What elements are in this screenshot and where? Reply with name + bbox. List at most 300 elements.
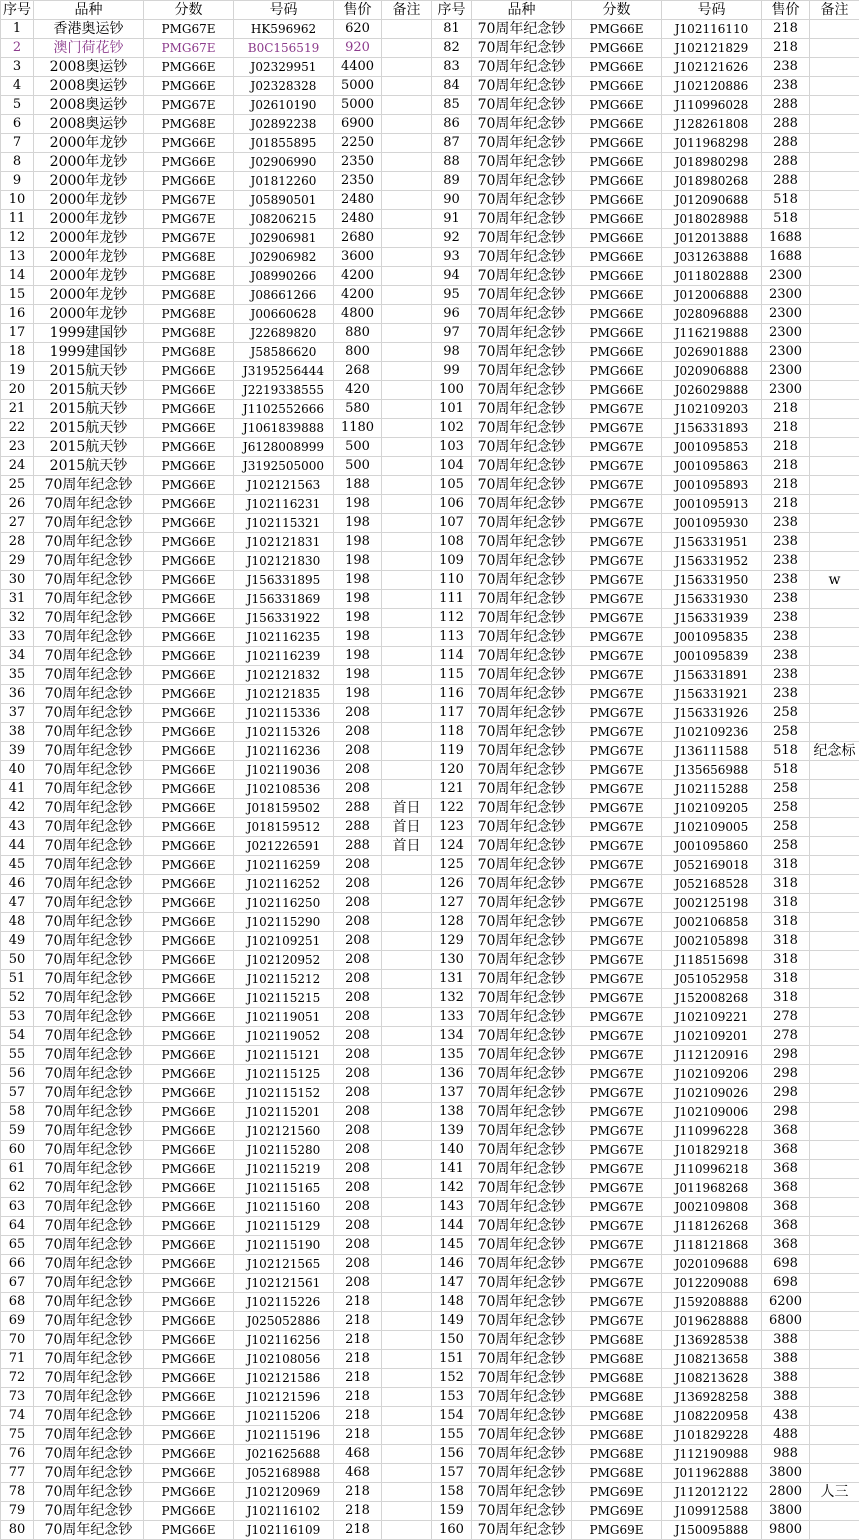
- cell-index: 30: [1, 571, 34, 590]
- cell-grade-right: PMG66E: [572, 362, 662, 381]
- cell-serial-right: J102109236: [662, 723, 762, 742]
- cell-serial: J102115226: [234, 1293, 334, 1312]
- cell-price: 208: [334, 704, 382, 723]
- cell-price: 208: [334, 780, 382, 799]
- cell-price: 198: [334, 590, 382, 609]
- cell-index: 11: [1, 210, 34, 229]
- cell-grade-right: PMG67E: [572, 856, 662, 875]
- cell-serial: J02329951: [234, 58, 334, 77]
- cell-serial-right: J052168528: [662, 875, 762, 894]
- cell-variety: 70周年纪念钞: [34, 1008, 144, 1027]
- cell-serial-right: J156331891: [662, 666, 762, 685]
- cell-serial: J102115215: [234, 989, 334, 1008]
- cell-serial-right: J136928538: [662, 1331, 762, 1350]
- cell-serial: J102116250: [234, 894, 334, 913]
- cell-remark-right: [810, 837, 859, 856]
- cell-index-right: 85: [432, 96, 472, 115]
- cell-grade: PMG66E: [144, 1084, 234, 1103]
- cell-grade: PMG66E: [144, 514, 234, 533]
- cell-grade-right: PMG68E: [572, 1407, 662, 1426]
- cell-price: 6900: [334, 115, 382, 134]
- cell-index: 73: [1, 1388, 34, 1407]
- cell-remark-right: [810, 704, 859, 723]
- cell-grade: PMG66E: [144, 666, 234, 685]
- cell-grade-right: PMG67E: [572, 419, 662, 438]
- cell-serial: B0C156519: [234, 39, 334, 58]
- cell-serial: J102116259: [234, 856, 334, 875]
- cell-index-right: 134: [432, 1027, 472, 1046]
- cell-serial: J018159512: [234, 818, 334, 837]
- table-row: [1, 628, 859, 647]
- cell-variety-right: 70周年纪念钞: [472, 894, 572, 913]
- cell-grade-right: PMG67E: [572, 1046, 662, 1065]
- cell-serial-right: J156331926: [662, 704, 762, 723]
- table-row: [1, 590, 859, 609]
- cell-grade-right: PMG67E: [572, 1255, 662, 1274]
- cell-variety: 70周年纪念钞: [34, 875, 144, 894]
- cell-grade-right: PMG67E: [572, 590, 662, 609]
- cell-remark: [382, 1312, 432, 1331]
- cell-price-right: 318: [762, 989, 810, 1008]
- cell-variety-right: 70周年纪念钞: [472, 20, 572, 39]
- cell-grade: PMG66E: [144, 647, 234, 666]
- cell-price-right: 2300: [762, 286, 810, 305]
- cell-variety: 1999建国钞: [34, 343, 144, 362]
- cell-price: 218: [334, 1293, 382, 1312]
- cell-remark: [382, 96, 432, 115]
- cell-serial: J102119052: [234, 1027, 334, 1046]
- table-row: [1, 723, 859, 742]
- cell-grade: PMG66E: [144, 856, 234, 875]
- cell-variety: 70周年纪念钞: [34, 1445, 144, 1464]
- table-row: [1, 1217, 859, 1236]
- cell-grade: PMG66E: [144, 381, 234, 400]
- cell-index-right: 121: [432, 780, 472, 799]
- cell-serial: J102115121: [234, 1046, 334, 1065]
- cell-index-right: 99: [432, 362, 472, 381]
- cell-grade: PMG66E: [144, 1388, 234, 1407]
- cell-index-right: 119: [432, 742, 472, 761]
- cell-remark: [382, 1274, 432, 1293]
- cell-price: 2350: [334, 172, 382, 191]
- cell-index-right: 98: [432, 343, 472, 362]
- cell-remark: [382, 400, 432, 419]
- cell-price: 2480: [334, 191, 382, 210]
- cell-serial: J102121563: [234, 476, 334, 495]
- cell-variety-right: 70周年纪念钞: [472, 1046, 572, 1065]
- cell-serial-right: J052169018: [662, 856, 762, 875]
- cell-variety-right: 70周年纪念钞: [472, 1312, 572, 1331]
- cell-serial-right: J108213628: [662, 1369, 762, 1388]
- cell-grade: PMG66E: [144, 761, 234, 780]
- cell-price: 208: [334, 1008, 382, 1027]
- cell-price-right: 258: [762, 723, 810, 742]
- cell-remark-right: [810, 894, 859, 913]
- cell-serial-right: J110996228: [662, 1122, 762, 1141]
- cell-serial-right: J002125198: [662, 894, 762, 913]
- cell-variety-right: 70周年纪念钞: [472, 267, 572, 286]
- cell-variety-right: 70周年纪念钞: [472, 286, 572, 305]
- table-row: [1, 419, 859, 438]
- cell-variety: 70周年纪念钞: [34, 951, 144, 970]
- cell-index: 61: [1, 1160, 34, 1179]
- cell-price-right: 298: [762, 1065, 810, 1084]
- cell-grade: PMG66E: [144, 1369, 234, 1388]
- cell-remark-right: [810, 476, 859, 495]
- cell-index: 8: [1, 153, 34, 172]
- cell-grade-right: PMG66E: [572, 172, 662, 191]
- cell-index-right: 144: [432, 1217, 472, 1236]
- cell-variety: 70周年纪念钞: [34, 1236, 144, 1255]
- cell-index-right: 95: [432, 286, 472, 305]
- cell-remark-right: [810, 153, 859, 172]
- cell-price: 188: [334, 476, 382, 495]
- cell-remark: [382, 1046, 432, 1065]
- cell-grade: PMG66E: [144, 495, 234, 514]
- cell-serial-right: J028096888: [662, 305, 762, 324]
- cell-serial: J102115219: [234, 1160, 334, 1179]
- cell-index: 15: [1, 286, 34, 305]
- cell-remark-right: [810, 951, 859, 970]
- cell-grade: PMG66E: [144, 799, 234, 818]
- cell-serial-right: J012209088: [662, 1274, 762, 1293]
- cell-variety: 70周年纪念钞: [34, 1065, 144, 1084]
- cell-variety: 2000年龙钞: [34, 229, 144, 248]
- cell-price: 218: [334, 1369, 382, 1388]
- cell-price-right: 288: [762, 153, 810, 172]
- cell-serial: J08990266: [234, 267, 334, 286]
- cell-price-right: 2300: [762, 362, 810, 381]
- cell-index: 13: [1, 248, 34, 267]
- cell-serial-right: J011968298: [662, 134, 762, 153]
- table-row: [1, 1293, 859, 1312]
- cell-index-right: 86: [432, 115, 472, 134]
- table-row: [1, 1160, 859, 1179]
- cell-variety-right: 70周年纪念钞: [472, 1065, 572, 1084]
- cell-serial-right: J101829218: [662, 1141, 762, 1160]
- cell-remark-right: [810, 590, 859, 609]
- cell-variety: 70周年纪念钞: [34, 666, 144, 685]
- cell-index: 80: [1, 1521, 34, 1540]
- cell-serial: J102115326: [234, 723, 334, 742]
- cell-serial-right: J011968268: [662, 1179, 762, 1198]
- cell-grade: PMG66E: [144, 704, 234, 723]
- cell-variety: 2000年龙钞: [34, 267, 144, 286]
- cell-remark: [382, 723, 432, 742]
- cell-index-right: 146: [432, 1255, 472, 1274]
- table-row: [1, 894, 859, 913]
- cell-grade-right: PMG67E: [572, 1122, 662, 1141]
- cell-serial: J02610190: [234, 96, 334, 115]
- cell-serial: J102115190: [234, 1236, 334, 1255]
- cell-serial-right: J136928258: [662, 1388, 762, 1407]
- cell-serial-right: J011802888: [662, 267, 762, 286]
- cell-variety-right: 70周年纪念钞: [472, 989, 572, 1008]
- cell-price: 580: [334, 400, 382, 419]
- cell-price: 468: [334, 1464, 382, 1483]
- cell-variety: 2008奥运钞: [34, 58, 144, 77]
- cell-remark: [382, 1331, 432, 1350]
- cell-grade: PMG66E: [144, 780, 234, 799]
- table-row: [1, 1502, 859, 1521]
- table-row: [1, 704, 859, 723]
- cell-variety: 70周年纪念钞: [34, 647, 144, 666]
- cell-remark: [382, 1179, 432, 1198]
- cell-index-right: 118: [432, 723, 472, 742]
- cell-variety: 70周年纪念钞: [34, 514, 144, 533]
- cell-variety: 70周年纪念钞: [34, 1293, 144, 1312]
- cell-serial-right: J150095888: [662, 1521, 762, 1540]
- cell-grade: PMG66E: [144, 153, 234, 172]
- cell-price-right: 368: [762, 1217, 810, 1236]
- cell-price-right: 278: [762, 1027, 810, 1046]
- cell-variety: 2015航天钞: [34, 419, 144, 438]
- cell-price-right: 238: [762, 571, 810, 590]
- cell-grade-right: PMG67E: [572, 1179, 662, 1198]
- cell-remark-right: [810, 970, 859, 989]
- cell-serial: J102115212: [234, 970, 334, 989]
- cell-remark-right: [810, 609, 859, 628]
- cell-remark: [382, 970, 432, 989]
- cell-price: 208: [334, 970, 382, 989]
- cell-price-right: 258: [762, 780, 810, 799]
- cell-serial-right: J001095835: [662, 628, 762, 647]
- cell-price: 208: [334, 1141, 382, 1160]
- cell-grade-right: PMG67E: [572, 495, 662, 514]
- cell-index-right: 101: [432, 400, 472, 419]
- cell-index-right: 127: [432, 894, 472, 913]
- cell-grade-right: PMG66E: [572, 229, 662, 248]
- cell-remark: [382, 134, 432, 153]
- cell-index-right: 128: [432, 913, 472, 932]
- cell-remark: [382, 1198, 432, 1217]
- cell-grade: PMG66E: [144, 970, 234, 989]
- cell-remark-right: [810, 210, 859, 229]
- cell-remark: [382, 533, 432, 552]
- header-remark: 备注: [382, 1, 432, 20]
- cell-price-right: 3800: [762, 1464, 810, 1483]
- cell-index-right: 156: [432, 1445, 472, 1464]
- cell-remark: [382, 514, 432, 533]
- cell-price-right: 318: [762, 913, 810, 932]
- cell-serial: J021226591: [234, 837, 334, 856]
- cell-price-right: 518: [762, 742, 810, 761]
- cell-serial-right: J001095860: [662, 837, 762, 856]
- table-row: [1, 514, 859, 533]
- cell-variety-right: 70周年纪念钞: [472, 609, 572, 628]
- cell-price-right: 288: [762, 134, 810, 153]
- cell-grade: PMG66E: [144, 1502, 234, 1521]
- cell-remark: [382, 742, 432, 761]
- table-row: [1, 191, 859, 210]
- cell-variety: 70周年纪念钞: [34, 1160, 144, 1179]
- cell-variety-right: 70周年纪念钞: [472, 39, 572, 58]
- cell-grade: PMG66E: [144, 1008, 234, 1027]
- cell-grade-right: PMG66E: [572, 305, 662, 324]
- cell-index: 14: [1, 267, 34, 286]
- cell-price-right: 2300: [762, 305, 810, 324]
- table-row: [1, 932, 859, 951]
- cell-serial-right: J156331930: [662, 590, 762, 609]
- cell-grade-right: PMG67E: [572, 1160, 662, 1179]
- cell-variety-right: 70周年纪念钞: [472, 913, 572, 932]
- cell-grade: PMG66E: [144, 419, 234, 438]
- cell-serial: J102121835: [234, 685, 334, 704]
- cell-index: 4: [1, 77, 34, 96]
- cell-remark: [382, 1084, 432, 1103]
- cell-index-right: 143: [432, 1198, 472, 1217]
- cell-price-right: 6200: [762, 1293, 810, 1312]
- cell-price: 2250: [334, 134, 382, 153]
- cell-variety-right: 70周年纪念钞: [472, 1445, 572, 1464]
- cell-price-right: 238: [762, 77, 810, 96]
- cell-serial: J102115206: [234, 1407, 334, 1426]
- cell-variety-right: 70周年纪念钞: [472, 1293, 572, 1312]
- cell-grade: PMG66E: [144, 1027, 234, 1046]
- cell-remark-right: [810, 856, 859, 875]
- cell-serial: J6128008999: [234, 438, 334, 457]
- cell-price: 198: [334, 495, 382, 514]
- cell-index-right: 108: [432, 533, 472, 552]
- cell-index-right: 106: [432, 495, 472, 514]
- cell-price: 920: [334, 39, 382, 58]
- cell-grade: PMG68E: [144, 248, 234, 267]
- cell-variety: 2000年龙钞: [34, 172, 144, 191]
- cell-grade-right: PMG67E: [572, 970, 662, 989]
- cell-index-right: 159: [432, 1502, 472, 1521]
- cell-price-right: 318: [762, 932, 810, 951]
- cell-serial-right: J101829228: [662, 1426, 762, 1445]
- cell-index: 74: [1, 1407, 34, 1426]
- cell-grade: PMG66E: [144, 533, 234, 552]
- cell-serial: J102108056: [234, 1350, 334, 1369]
- cell-grade: PMG68E: [144, 305, 234, 324]
- cell-index-right: 92: [432, 229, 472, 248]
- cell-price: 880: [334, 324, 382, 343]
- cell-serial-right: J018980268: [662, 172, 762, 191]
- table-row: [1, 39, 859, 58]
- cell-price-right: 238: [762, 666, 810, 685]
- cell-serial: J025052886: [234, 1312, 334, 1331]
- cell-serial: J102116102: [234, 1502, 334, 1521]
- cell-variety: 2000年龙钞: [34, 134, 144, 153]
- cell-serial-right: J026029888: [662, 381, 762, 400]
- cell-variety: 70周年纪念钞: [34, 1141, 144, 1160]
- cell-grade: PMG66E: [144, 1236, 234, 1255]
- cell-serial-right: J019628888: [662, 1312, 762, 1331]
- cell-index-right: 102: [432, 419, 472, 438]
- table-row: [1, 875, 859, 894]
- cell-variety-right: 70周年纪念钞: [472, 533, 572, 552]
- cell-serial: J102121561: [234, 1274, 334, 1293]
- cell-serial: J102121560: [234, 1122, 334, 1141]
- cell-price-right: 2300: [762, 267, 810, 286]
- cell-price-right: 238: [762, 552, 810, 571]
- cell-index: 22: [1, 419, 34, 438]
- header-index: 序号: [1, 1, 34, 20]
- cell-remark-right: [810, 1312, 859, 1331]
- cell-index-right: 117: [432, 704, 472, 723]
- cell-grade-right: PMG67E: [572, 609, 662, 628]
- cell-grade: PMG66E: [144, 1065, 234, 1084]
- cell-grade-right: PMG67E: [572, 1141, 662, 1160]
- cell-serial-right: J136111588: [662, 742, 762, 761]
- cell-serial: J156331869: [234, 590, 334, 609]
- cell-index-right: 111: [432, 590, 472, 609]
- cell-price: 218: [334, 1388, 382, 1407]
- cell-remark: [382, 20, 432, 39]
- cell-grade-right: PMG67E: [572, 723, 662, 742]
- cell-variety: 2008奥运钞: [34, 77, 144, 96]
- cell-grade-right: PMG67E: [572, 913, 662, 932]
- cell-index: 78: [1, 1483, 34, 1502]
- cell-variety-right: 70周年纪念钞: [472, 552, 572, 571]
- header-index-right: 序号: [432, 1, 472, 20]
- cell-index: 29: [1, 552, 34, 571]
- cell-variety-right: 70周年纪念钞: [472, 1179, 572, 1198]
- cell-variety: 70周年纪念钞: [34, 1312, 144, 1331]
- table-row: [1, 837, 859, 856]
- cell-variety-right: 70周年纪念钞: [472, 1521, 572, 1540]
- cell-variety-right: 70周年纪念钞: [472, 1407, 572, 1426]
- cell-price: 208: [334, 875, 382, 894]
- cell-remark: [382, 1122, 432, 1141]
- cell-serial: J102115280: [234, 1141, 334, 1160]
- cell-price-right: 218: [762, 495, 810, 514]
- cell-variety-right: 70周年纪念钞: [472, 1008, 572, 1027]
- cell-variety-right: 70周年纪念钞: [472, 1350, 572, 1369]
- cell-remark-right: [810, 1160, 859, 1179]
- cell-index: 41: [1, 780, 34, 799]
- cell-index-right: 150: [432, 1331, 472, 1350]
- cell-remark-right: [810, 1179, 859, 1198]
- cell-grade-right: PMG67E: [572, 533, 662, 552]
- cell-price-right: 258: [762, 837, 810, 856]
- cell-remark-right: [810, 818, 859, 837]
- header-grade: 分数: [144, 1, 234, 20]
- cell-serial: J102116231: [234, 495, 334, 514]
- cell-variety: 澳门荷花钞: [34, 39, 144, 58]
- cell-serial: J102121832: [234, 666, 334, 685]
- cell-variety-right: 70周年纪念钞: [472, 951, 572, 970]
- cell-serial-right: J112190988: [662, 1445, 762, 1464]
- cell-price-right: 318: [762, 856, 810, 875]
- cell-grade-right: PMG66E: [572, 248, 662, 267]
- cell-variety: 2015航天钞: [34, 400, 144, 419]
- cell-index: 2: [1, 39, 34, 58]
- cell-remark-right: [810, 761, 859, 780]
- cell-grade: PMG67E: [144, 20, 234, 39]
- cell-variety: 2015航天钞: [34, 362, 144, 381]
- cell-price-right: 518: [762, 761, 810, 780]
- cell-grade: PMG66E: [144, 571, 234, 590]
- cell-price: 3600: [334, 248, 382, 267]
- table-row: [1, 1426, 859, 1445]
- cell-grade-right: PMG67E: [572, 837, 662, 856]
- cell-index: 19: [1, 362, 34, 381]
- cell-variety-right: 70周年纪念钞: [472, 305, 572, 324]
- cell-index-right: 89: [432, 172, 472, 191]
- cell-variety-right: 70周年纪念钞: [472, 495, 572, 514]
- cell-grade-right: PMG67E: [572, 742, 662, 761]
- cell-index: 31: [1, 590, 34, 609]
- cell-grade: PMG66E: [144, 1464, 234, 1483]
- cell-price-right: 368: [762, 1122, 810, 1141]
- cell-variety-right: 70周年纪念钞: [472, 628, 572, 647]
- table-row: [1, 666, 859, 685]
- table-row: [1, 818, 859, 837]
- cell-price-right: 218: [762, 419, 810, 438]
